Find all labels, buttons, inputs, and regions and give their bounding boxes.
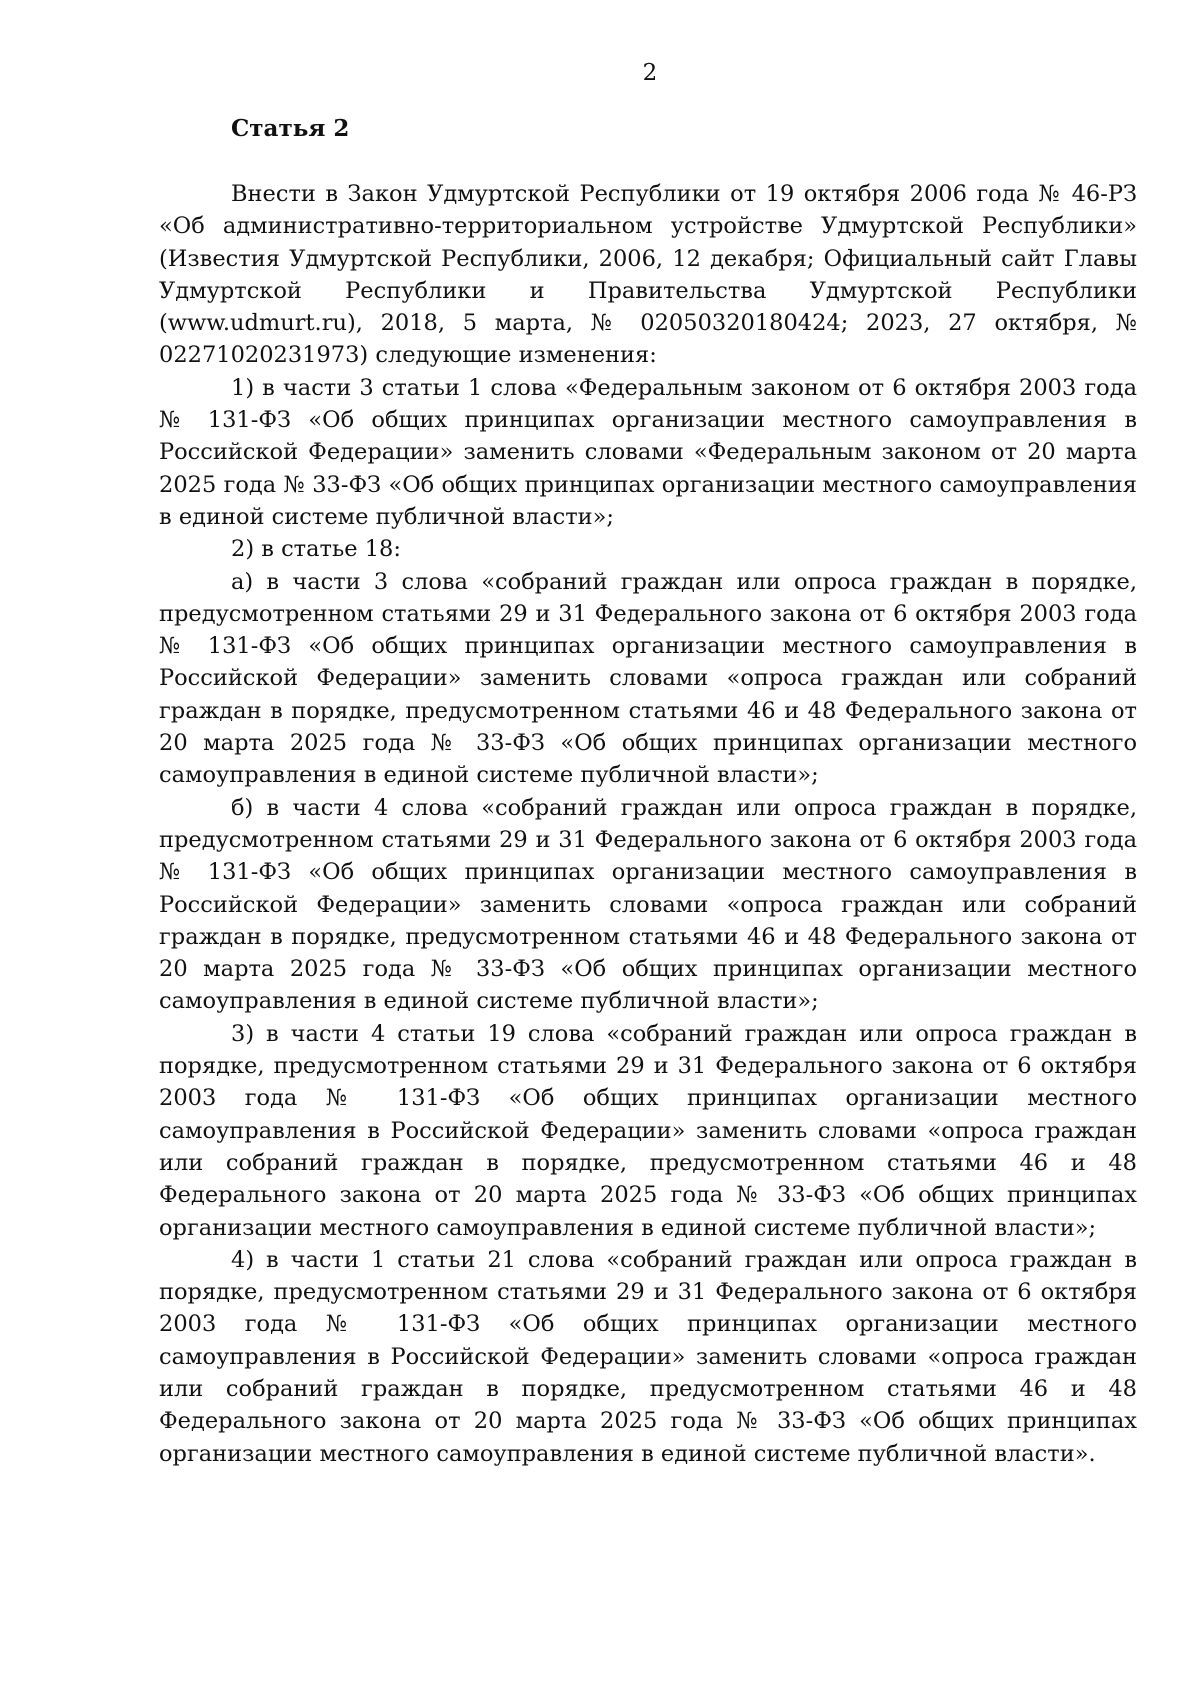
paragraph-item-2b: б) в части 4 слова «собраний граждан или опроса граждан в порядке, предусмотренном статьями 29 и 31 Федерального закона от 6 октября 2003 года № 131-ФЗ «Об общих принципах организации местного самоуправления в Российской Федерации» заменить словами «опроса граждан или собраний граждан в порядке, предусмотренном статьями 46 и 48 Федерального закона от 20 марта 2025 года № 33-ФЗ «Об общих принципах организации местного самоуправления в единой системе публичной власти»;	[159, 794, 1137, 1015]
paragraph-item-1: 1) в части 3 статьи 1 слова «Федеральным законом от 6 октября 2003 года № 131-ФЗ «Об общих принципах организации местного самоуправления в Российской Федерации» заменить словами «Федеральным законом от 20 марта 2025 года № 33-ФЗ «Об общих принципах организации местного самоуправления в единой системе публичной власти»;	[159, 374, 1137, 530]
paragraph-item-4: 4) в части 1 статьи 21 слова «собраний граждан или опроса граждан в порядке, предусмотренном статьями 29 и 31 Федерального закона от 6 октября 2003 года № 131-ФЗ «Об общих принципах организации местного самоуправления в Российской Федерации» заменить словами «опроса граждан или собраний граждан в порядке, предусмотренном статьями 46 и 48 Федерального закона от 20 марта 2025 года № 33-ФЗ «Об общих принципах организации местного самоуправления в единой системе публичной власти».	[159, 1246, 1137, 1467]
paragraph-intro: Внести в Закон Удмуртской Республики от 19 октября 2006 года № 46-РЗ «Об административно-территориальном устройстве Удмуртской Республики» (Известия Удмуртской Республики, 2006, 12 декабря; Официальный сайт Главы Удмуртской Республики и Правительства Удмуртской Республики (www.udmurt.ru), 2018, 5 марта, № 02050320180424; 2023, 27 октября, № 02271020231973) следующие изменения:	[159, 181, 1137, 369]
paragraph-item-2a: а) в части 3 слова «собраний граждан или опроса граждан в порядке, предусмотренном статьями 29 и 31 Федерального закона от 6 октября 2003 года № 131-ФЗ «Об общих принципах организации местного самоуправления в Российской Федерации» заменить словами «опроса граждан или собраний граждан в порядке, предусмотренном статьями 46 и 48 Федерального закона от 20 марта 2025 года № 33-ФЗ «Об общих принципах организации местного самоуправления в единой системе публичной власти»;	[159, 568, 1137, 789]
page-number: 2	[642, 60, 658, 86]
article-body	[159, 178, 1137, 1470]
paragraph-item-2: 2) в статье 18:	[231, 536, 401, 563]
article-heading: Статья 2	[231, 115, 350, 142]
paragraph-item-3: 3) в части 4 статьи 19 слова «собраний граждан или опроса граждан в порядке, предусмотренном статьями 29 и 31 Федерального закона от 6 октября 2003 года № 131-ФЗ «Об общих принципах организации местного самоуправления в Российской Федерации» заменить словами «опроса граждан или собраний граждан в порядке, предусмотренном статьями 46 и 48 Федерального закона от 20 марта 2025 года № 33-ФЗ «Об общих принципах организации местного самоуправления в единой системе публичной власти»;	[159, 1020, 1137, 1241]
